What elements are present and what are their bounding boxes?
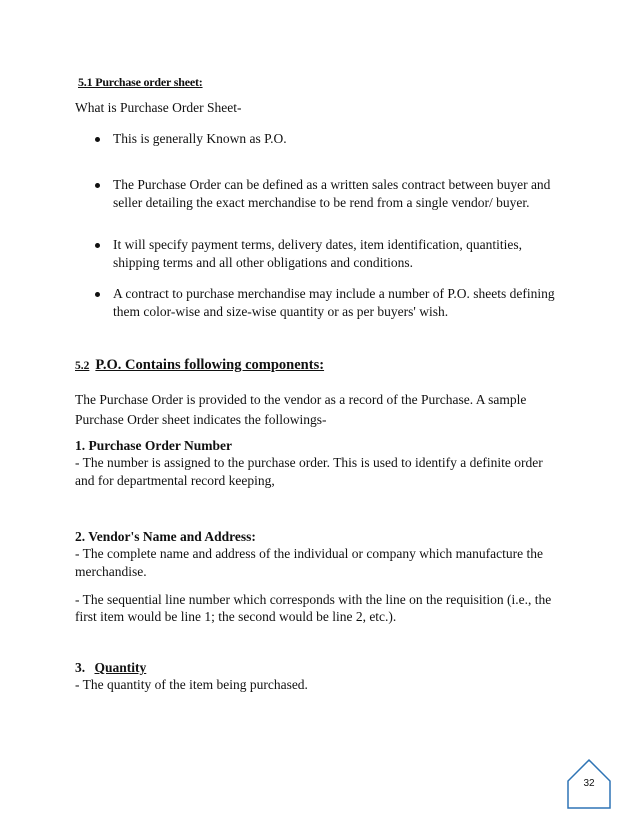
item-2-desc-line-1: - The complete name and address of the individual or company which manufacture the — [75, 546, 543, 561]
item-3-title-text: Quantity — [94, 660, 147, 675]
bullet-3-line-1: It will specify payment terms, delivery dates, item identification, quantities, — [113, 237, 523, 252]
item-2-desc-line-2: merchandise. — [75, 564, 147, 579]
item-1-desc-line-1: - The number is assigned to the purchase order. This is used to identify a definite order — [75, 455, 543, 470]
bullet-2-line-2: seller detailing the exact merchandise to be rend from a single vendor/ buyer. — [113, 195, 530, 210]
bullet-4-line-1: A contract to purchase merchandise may include a number of P.O. sheets defining — [113, 286, 555, 301]
bullet-dot — [95, 137, 100, 142]
page-number: 32 — [583, 778, 595, 789]
bullet-dot — [95, 243, 100, 248]
section-title: P.O. Contains following components: — [95, 357, 325, 373]
question-text: What is Purchase Order Sheet- — [75, 100, 242, 115]
bullet-1-line-1: This is generally Known as P.O. — [113, 131, 287, 146]
bullet-dot — [95, 183, 100, 188]
item-2-extra-line-2: first item would be line 1; the second would be line 2, etc.). — [75, 609, 397, 624]
section-number: 5.2 — [75, 360, 90, 372]
section-5-2-heading — [75, 357, 324, 374]
item-2-title: 2. Vendor's Name and Address: — [75, 529, 256, 544]
item-3-number: 3. — [75, 660, 86, 675]
intro-line-1: The Purchase Order is provided to the vendor as a record of the Purchase. A sample — [75, 392, 527, 407]
intro-line-2: Purchase Order sheet indicates the followings- — [75, 412, 327, 427]
item-1-desc-line-2: and for departmental record keeping, — [75, 473, 275, 488]
page-number-badge — [560, 758, 612, 810]
section-5-1-heading: 5.1 Purchase order sheet: — [78, 75, 203, 89]
bullet-3-line-2: shipping terms and all other obligations and conditions. — [113, 255, 413, 270]
item-3-desc-line-1: - The quantity of the item being purchased. — [75, 677, 308, 692]
bullet-2-line-1: The Purchase Order can be defined as a written sales contract between buyer and — [113, 177, 551, 192]
item-2-extra-line-1: - The sequential line number which corresponds with the line on the requisition (i.e., the — [75, 592, 552, 607]
item-1-title: 1. Purchase Order Number — [75, 438, 232, 453]
bullet-4-line-2: them color-wise and size-wise quantity or as per buyers' wish. — [113, 304, 449, 319]
bullet-dot — [95, 292, 100, 297]
